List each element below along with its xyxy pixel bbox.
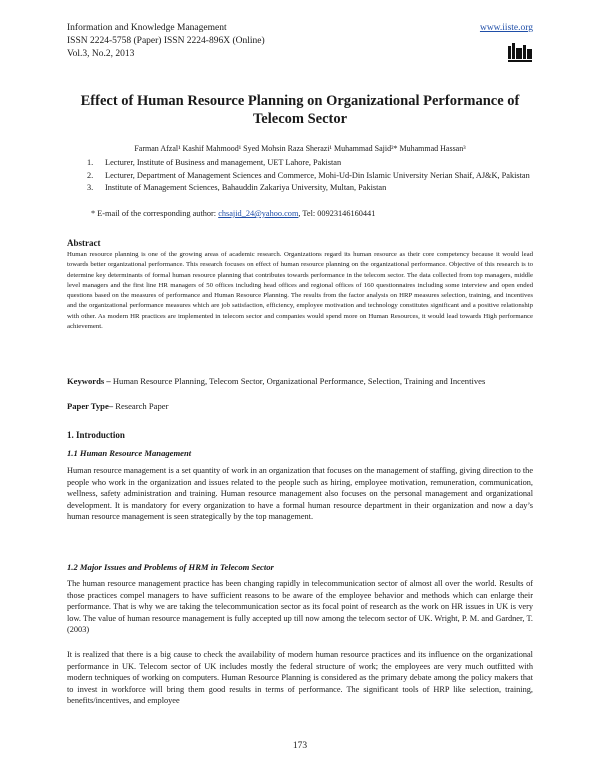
paper-title: Effect of Human Resource Planning on Organizational Performance of Telecom Sector <box>80 93 520 127</box>
abstract-heading: Abstract <box>67 238 101 248</box>
section-heading-introduction: 1. Introduction <box>67 430 125 440</box>
keywords-text: Human Resource Planning, Telecom Sector, Organizational Performance, Selection, Training and Incentives <box>110 376 486 386</box>
subsection-heading-issues: 1.2 Major Issues and Problems of HRM in Telecom Sector <box>67 562 274 572</box>
author-email-link[interactable]: chsajid_24@yahoo.com <box>218 209 299 218</box>
page-number: 173 <box>292 741 308 751</box>
abstract-section <box>67 238 533 332</box>
email-suffix: , Tel: 00923146160441 <box>298 209 376 218</box>
subsection-heading-hrm: 1.1 Human Resource Management <box>67 448 192 458</box>
affiliation-text: Lecturer, Institute of Business and management, UET Lahore, Pakistan <box>105 158 342 167</box>
corresponding-author-line <box>91 209 375 218</box>
affiliation-number: 1. <box>87 158 94 167</box>
author-list: Farman Afzal¹ Kashif Mahmood¹ Syed Mohsin Raza Sherazi¹ Muhammad Sajid²* Muhammad Hassan³ <box>134 144 466 153</box>
paper-type-text: Research Paper <box>113 401 169 411</box>
affiliation-item <box>87 170 533 182</box>
iiste-logo-icon <box>507 39 533 63</box>
volume-line: Vol.3, No.2, 2013 <box>67 49 135 59</box>
keywords-line <box>67 376 533 387</box>
email-prefix: * E-mail of the corresponding author: <box>91 209 219 218</box>
journal-name: Information and Knowledge Management <box>67 23 227 33</box>
body-paragraph: It is realized that there is a big cause to check the availability of modern human resource practices and its influence on the organizational performance in UK. Telecom sector of UK includes mostly the federal structure of work; the employees are very much outfitted with modern techniques of working on computers. Human Resource Planning is considered as the primary debate among the policy makers that to invest in workforce will bring them good results in terms of performance. The significant tools of HRP like selection, training, benefits/incentives, and employee <box>67 650 533 706</box>
affiliation-item <box>87 157 533 169</box>
paper-type-label: Paper Type– <box>67 401 114 411</box>
paper-type-line <box>67 401 168 411</box>
body-paragraph: Human resource management is a set quantity of work in an organization that focuses on the management of staffing, giving direction to the people who work in the organization and issues related to the people such as hiring, employee motivation, remuneration, communication, wellness, safety administration and training. Human resource management also focuses on the personal management and organizational development. It is mandatory for every organization to have a formal human resource department in their organization and now a day’s human resource management is seen strategically by the top management. <box>67 466 533 522</box>
affiliation-list <box>87 157 533 195</box>
affiliation-number: 3. <box>87 183 94 192</box>
issn-line: ISSN 2224-5758 (Paper) ISSN 2224-896X (Online) <box>67 36 265 46</box>
affiliation-number: 2. <box>87 170 94 180</box>
abstract-body: Human resource planning is one of the growing areas of academic research. Organizations regard its human resource as their core competency because it would lead towards better organizational performance. This research focuses on effect of human resource planning on the organizational performance. Objective of this research is to determine key determinants of formal human resource planning that contributes towards performance in the telecom sector. The data collected from top managers, middle level managers and the first line HR managers of 50 offices including head offices and regional offices of 160 questionnaires including some interview and open ended questions based on the measures of performance and Human Resource Planning. The results from the factor analysis on HRP measures selection, training, and incentives and the organizational performance measures which are job satisfaction, efficiency, employee motivation and technology constitutes significant and a positive relationship with other. As modern HR practices are implemented in telecom sector and companies would spend more on Human Resources, it would lead towards High performance achievement. <box>67 251 533 331</box>
affiliation-text: Institute of Management Sciences, Bahauddin Zakariya University, Multan, Pakistan <box>105 183 387 192</box>
journal-header <box>67 22 533 61</box>
body-paragraph: The human resource management practice has been changing rapidly in telecommunication sector of almost all over the world. Results of those practices compel managers to have sufficient reasons to be aware of the employee behavior and methods which can enlarge their performance. That is why we are taking the telecommunication sector as its focal point of research as the work on HR issues in UK is very low. The value of human resource management is fully accepted up till now among the telecom sector of UK. Wright, P. M. and Gardner, T. (2003) <box>67 579 533 635</box>
affiliation-text: Lecturer, Department of Management Sciences and Commerce, Mohi-Ud-Din Islamic University Nerian Shaif, AJ&K, Pakistan <box>105 170 530 180</box>
affiliation-item <box>87 182 533 194</box>
keywords-label: Keywords – <box>67 376 111 386</box>
journal-url-link[interactable]: www.iiste.org <box>479 23 533 33</box>
